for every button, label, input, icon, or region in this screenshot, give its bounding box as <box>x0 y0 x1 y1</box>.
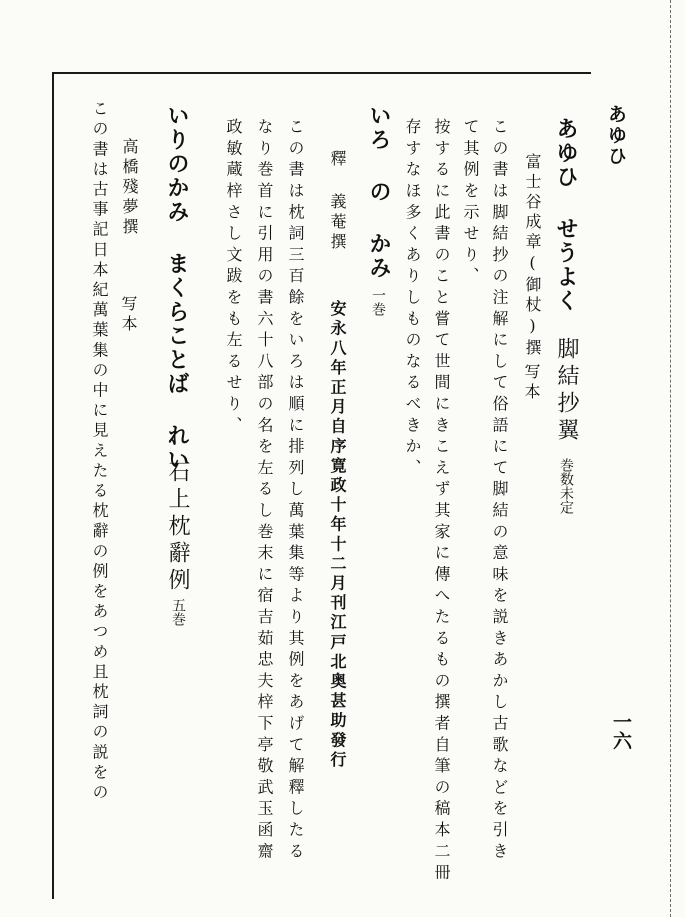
entry-1-author: 富士谷成章(御杖)撰 <box>523 153 542 359</box>
entry-1-volumes: 巻数未定 <box>558 458 574 514</box>
entry-3-body-line-1: この書は古事記日本紀萬葉集の中に見えたる枕辭の例をあつめ且枕詞の説をの <box>90 100 109 804</box>
entry-1-body-line-4: 存すなほ多くありしものなるべきか、 <box>403 118 422 481</box>
page-number: 一六 <box>610 712 632 750</box>
entry-2-volumes: 一巻 <box>370 288 386 316</box>
entry-1-title: 脚結抄翼 <box>554 337 579 445</box>
entry-1-body-line-1: この書は脚結抄の注解にして俗語にて脚結の意味を説きあかし古歌などを引き <box>490 118 509 864</box>
entry-3-title: 石上枕辭例 <box>165 460 190 595</box>
entry-3-manuscript: 写本 <box>119 295 138 335</box>
entry-2-published: 安永八年正月自序寛政十年十二月刊江戸北奥甚助發行 <box>328 300 347 771</box>
entry-3-volumes: 五巻 <box>170 598 186 626</box>
entry-2-heading: いろ の かみ <box>366 104 392 280</box>
binding-edge <box>670 0 671 917</box>
entry-1-manuscript: 写本 <box>522 363 541 403</box>
entry-2-body-line-2: なり巻首に引用の書六十八部の名を左るし巻末に宿吉茹忠夫梓下亭敬武玉函齋 <box>255 118 274 864</box>
running-head: あゆひ <box>605 104 627 167</box>
entry-2-author: 釋 義菴撰 <box>328 150 347 253</box>
entry-3-heading: いりのかみ まくらことば れい <box>164 104 190 472</box>
entry-2-body-line-3: 政敏蔵梓さし文跋をも左るせり、 <box>224 118 243 438</box>
entry-1-body-line-3: 按するに此書のこと嘗て世間にきこえず其家に傳へたるもの撰者自筆の稿本二冊 <box>432 118 451 885</box>
entry-2-body-line-1: この書は枕詞三百餘をいろは順に排列し萬葉集等より其例をあげて解釋したる <box>286 118 305 864</box>
entry-1-body-line-2: て其例を示せり、 <box>461 118 480 289</box>
entry-1-heading: あゆひ せうよく <box>553 117 579 313</box>
entry-3-author: 高橋殘夢撰 <box>120 138 139 238</box>
